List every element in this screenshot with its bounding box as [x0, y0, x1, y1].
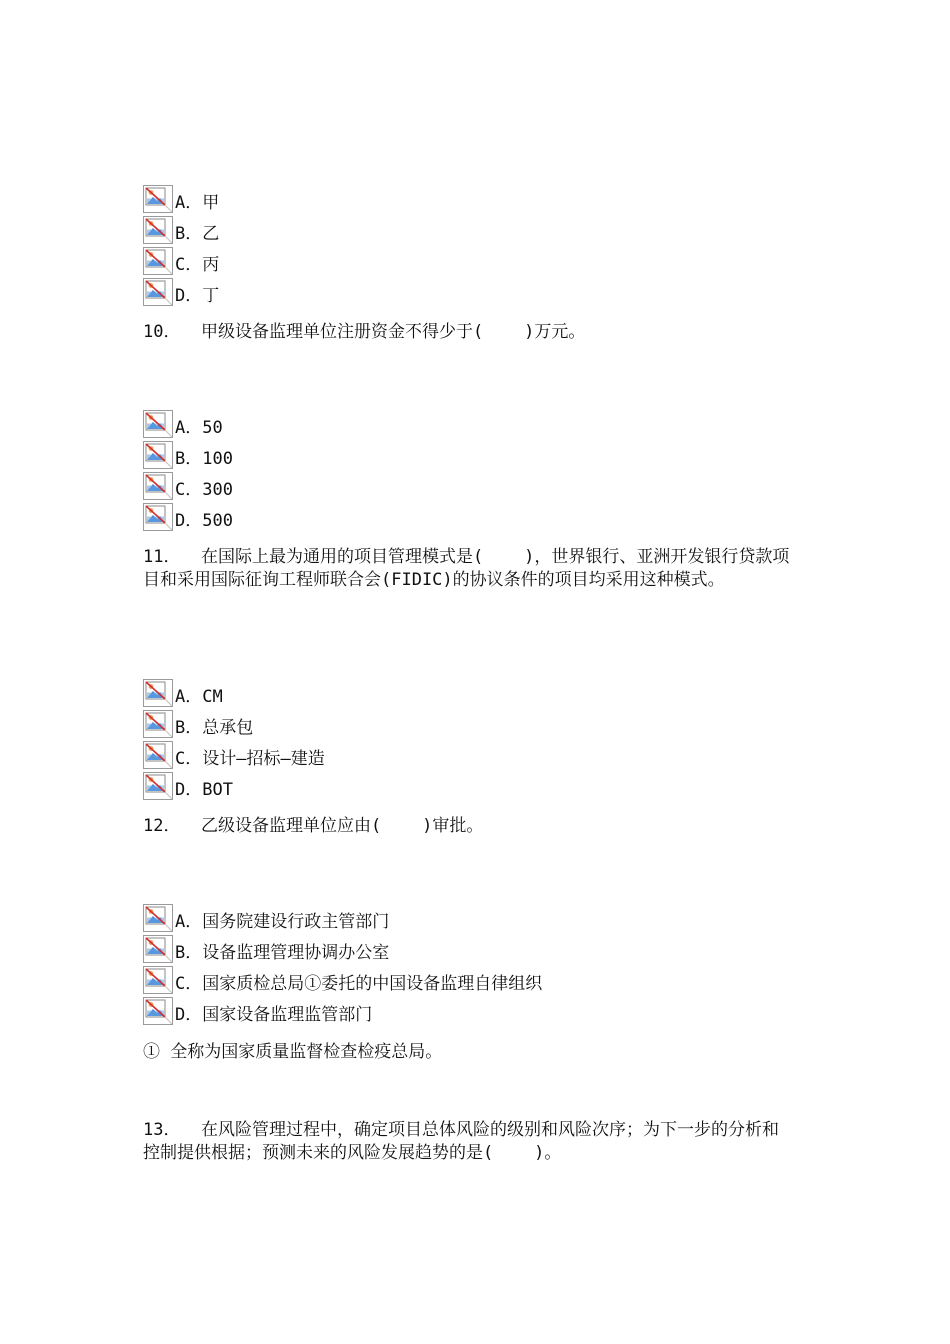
broken-image-icon [143, 966, 173, 994]
option-label: B．乙 [175, 223, 220, 244]
option-c[interactable] [143, 964, 793, 995]
options-list-q11 [143, 677, 793, 801]
broken-image-icon [143, 904, 173, 932]
broken-image-icon [143, 472, 173, 500]
broken-image-icon [143, 772, 173, 800]
broken-image-icon [143, 710, 173, 738]
option-label: D．丁 [175, 285, 220, 306]
broken-image-icon [143, 247, 173, 275]
question-11-text: 11． 在国际上最为通用的项目管理模式是( )，世界银行、亚洲开发银行贷款项目和采用国际征询工程师联合会(FIDIC)的协议条件的项目均采用这种模式。 [143, 547, 790, 590]
option-label: C．国家质检总局①委托的中国设备监理自律组织 [175, 973, 543, 994]
footnote: ① 全称为国家质量监督检查检疫总局。 [143, 1042, 443, 1062]
option-label: B．100 [175, 448, 233, 469]
broken-image-icon [143, 935, 173, 963]
option-d[interactable] [143, 501, 793, 532]
option-label: B．总承包 [175, 717, 254, 738]
option-a[interactable] [143, 183, 793, 214]
broken-image-icon [143, 997, 173, 1025]
option-c[interactable] [143, 470, 793, 501]
option-label: A．50 [175, 417, 223, 438]
broken-image-icon [143, 410, 173, 438]
broken-image-icon [143, 441, 173, 469]
option-a[interactable] [143, 677, 793, 708]
option-label: C．丙 [175, 254, 220, 275]
broken-image-icon [143, 679, 173, 707]
option-label: D．500 [175, 510, 233, 531]
options-list-q12 [143, 902, 793, 1026]
option-b[interactable] [143, 214, 793, 245]
question-10-text: 10． 甲级设备监理单位注册资金不得少于( )万元。 [143, 322, 586, 342]
options-list-q10 [143, 408, 793, 532]
option-label: A．国务院建设行政主管部门 [175, 911, 390, 932]
option-d[interactable] [143, 276, 793, 307]
question-12-text: 12． 乙级设备监理单位应由( )审批。 [143, 816, 484, 836]
option-a[interactable] [143, 408, 793, 439]
option-label: A．甲 [175, 192, 220, 213]
option-d[interactable] [143, 770, 793, 801]
option-a[interactable] [143, 902, 793, 933]
broken-image-icon [143, 278, 173, 306]
option-c[interactable] [143, 739, 793, 770]
question-13-text: 13． 在风险管理过程中，确定项目总体风险的级别和风险次序；为下一步的分析和控制提供根据；预测未来的风险发展趋势的是( )。 [143, 1120, 779, 1163]
broken-image-icon [143, 741, 173, 769]
option-label: C．300 [175, 479, 233, 500]
option-label: D．国家设备监理监管部门 [175, 1004, 373, 1025]
option-b[interactable] [143, 708, 793, 739]
option-c[interactable] [143, 245, 793, 276]
option-label: C．设计—招标—建造 [175, 748, 325, 769]
option-label: B．设备监理管理协调办公室 [175, 942, 390, 963]
options-list-q9 [143, 183, 793, 307]
option-label: D．BOT [175, 779, 233, 800]
broken-image-icon [143, 503, 173, 531]
option-label: A．CM [175, 686, 223, 707]
option-b[interactable] [143, 439, 793, 470]
broken-image-icon [143, 185, 173, 213]
broken-image-icon [143, 216, 173, 244]
option-d[interactable] [143, 995, 793, 1026]
option-b[interactable] [143, 933, 793, 964]
